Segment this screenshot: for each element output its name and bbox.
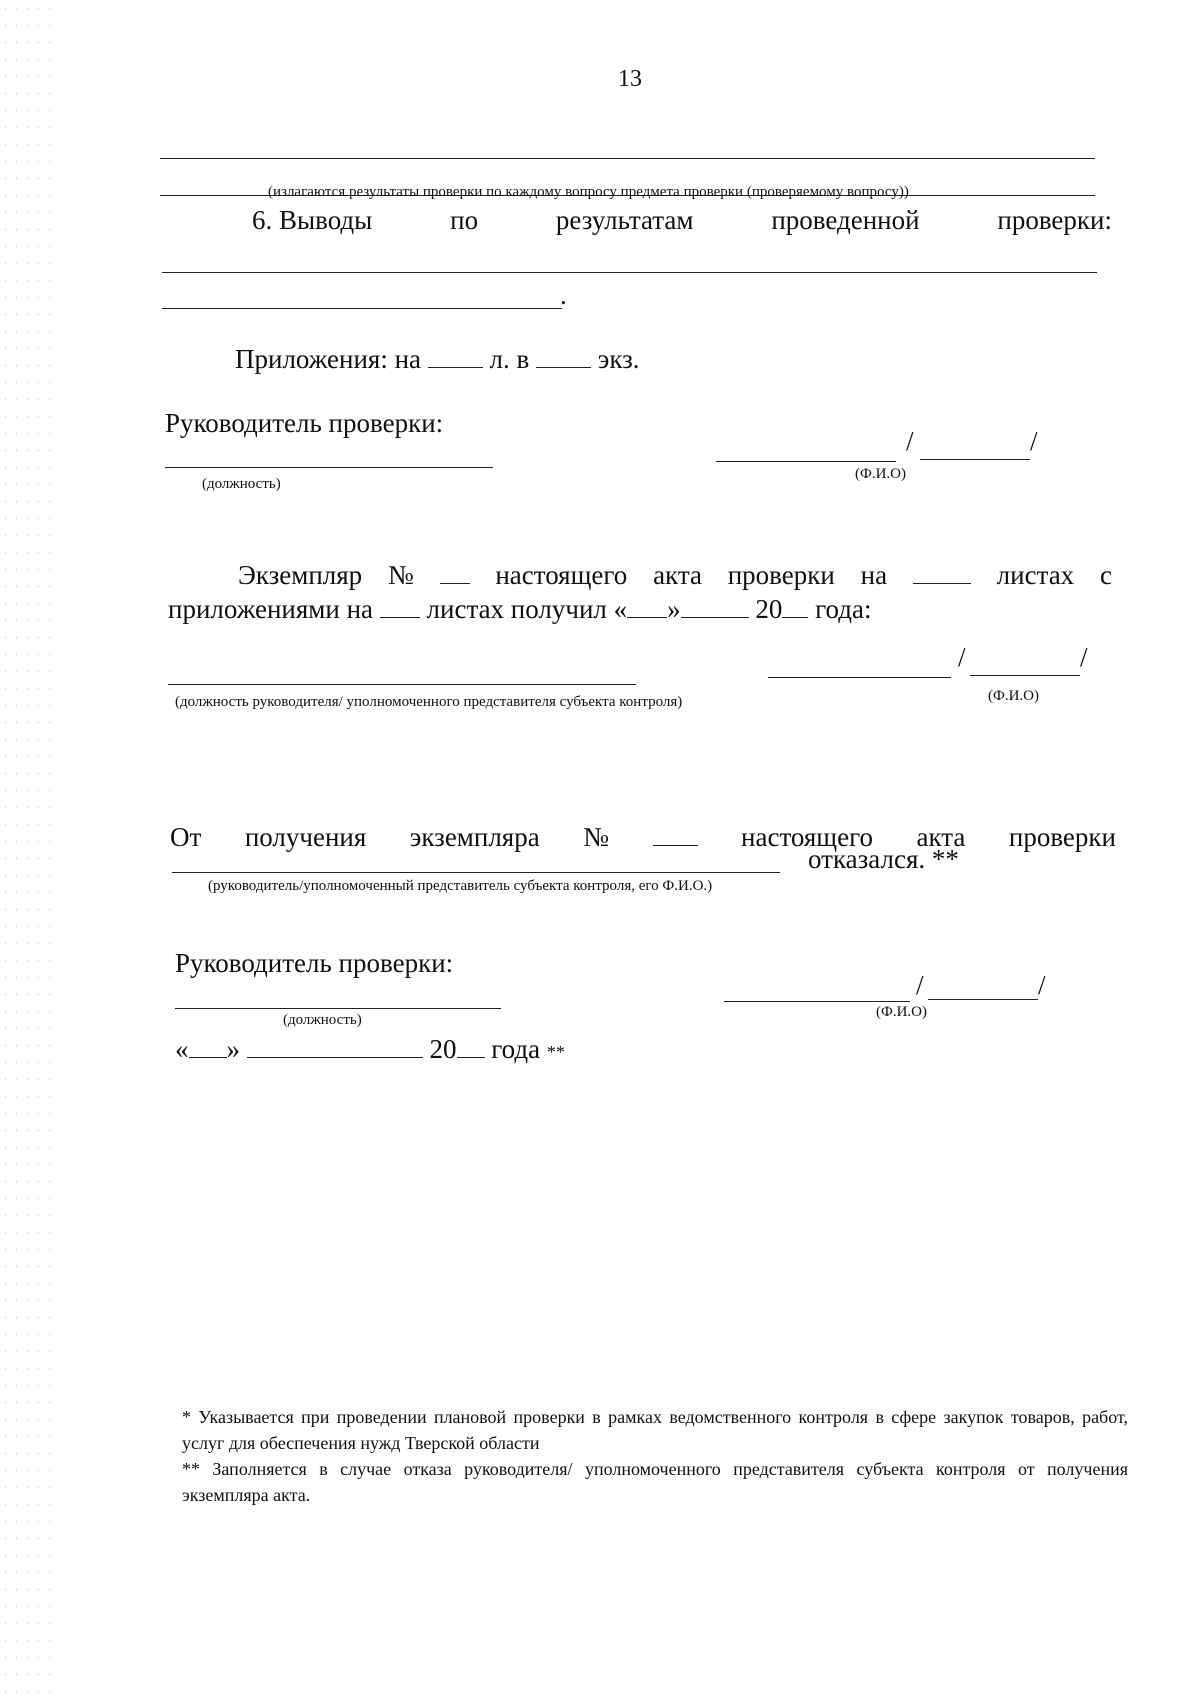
conclusions-heading — [252, 205, 1112, 236]
copy-line2-text: приложениями на — [168, 594, 374, 624]
copy-word: Экземпляр — [238, 560, 363, 590]
copy-line2-text: года: — [815, 594, 872, 624]
scan-noise — [0, 0, 60, 1697]
attachments-prefix: Приложения: на — [235, 344, 422, 374]
footnote-2: ** Заполняется в случае отказа руководителя/ уполномоченного представителя субъекта контроля от получения экземпляра акта. — [182, 1459, 1128, 1505]
date-quote-open: « — [175, 1034, 189, 1064]
conclusions-line-2 — [162, 308, 562, 309]
copy-line2-text: » — [667, 594, 681, 624]
conclusions-line-1 — [162, 272, 1097, 273]
refusal-word: получения — [244, 822, 367, 852]
head1-name-line[interactable] — [920, 459, 1030, 460]
copy-word: проверки — [727, 560, 835, 590]
copy-word: настоящего — [495, 560, 628, 590]
inspection-head-title-2: Руководитель проверки: — [175, 948, 454, 978]
copy-word: на — [860, 560, 888, 590]
recipient-signature-line[interactable] — [768, 677, 951, 678]
recipient-name-line[interactable] — [970, 675, 1080, 676]
head2-day-field[interactable] — [189, 1030, 227, 1058]
copy-line2-text: листах получил « — [426, 594, 628, 624]
attachments-row — [235, 340, 640, 375]
refusal-word: № — [583, 822, 609, 852]
refusal-word: От — [170, 822, 202, 852]
recipient-position-line[interactable] — [168, 684, 636, 685]
copy-word: № — [387, 560, 414, 590]
date-quote-close: » — [226, 1034, 240, 1064]
page-number: 13 — [618, 66, 642, 92]
head2-signature-line[interactable] — [724, 1001, 910, 1002]
inspection-head-title: Руководитель проверки: — [165, 408, 444, 438]
head1-fio-caption: (Ф.И.О) — [855, 466, 907, 482]
conclusions-word: 6. Выводы — [252, 205, 373, 235]
copy-word: листах — [996, 560, 1075, 590]
recipient-position-caption: (должность руководителя/ уполномоченного представителя субъекта контроля) — [175, 694, 683, 710]
footnote-stars: ** — [546, 1042, 565, 1062]
copy-sheets-field[interactable] — [913, 556, 971, 584]
year-prefix: 20 — [429, 1034, 457, 1064]
refusal-word: экземпляра — [409, 822, 540, 852]
head2-month-field[interactable] — [247, 1030, 423, 1058]
head1-signature-line[interactable] — [716, 461, 896, 462]
conclusions-word: результатам — [555, 205, 694, 235]
slash: / — [958, 642, 966, 672]
results-caption: (излагаются результаты проверки по каждому вопросу предмета проверки (проверяемому вопросу)) — [268, 184, 909, 200]
slash: / — [1038, 970, 1046, 1000]
copy-word: акта — [653, 560, 702, 590]
head2-position-caption: (должность) — [283, 1012, 362, 1028]
head2-year-field[interactable] — [457, 1030, 485, 1058]
head2-date-row — [175, 1030, 565, 1065]
copy-received-line-2 — [168, 590, 871, 625]
copy-word: с — [1099, 560, 1112, 590]
refusal-person-line[interactable] — [172, 872, 780, 873]
attachments-copies-field[interactable] — [536, 340, 591, 368]
conclusions-period: . — [560, 280, 567, 310]
head2-name-line[interactable] — [928, 999, 1038, 1000]
conclusions-word: проведенной — [771, 205, 920, 235]
received-year-field[interactable] — [782, 590, 808, 618]
refusal-caption: (руководитель/уполномоченный представитель субъекта контроля, его Ф.И.О.) — [208, 878, 713, 894]
refusal-word: проверки — [1008, 822, 1116, 852]
head2-position-line[interactable] — [175, 1008, 501, 1009]
attachments-mid: л. в — [489, 344, 530, 374]
received-month-field[interactable] — [681, 590, 749, 618]
refusal-copy-number-field[interactable] — [653, 818, 698, 846]
head1-position-caption: (должность) — [202, 476, 281, 492]
slash: / — [906, 426, 914, 456]
conclusions-word: проверки: — [997, 205, 1112, 235]
copy-line2-text: 20 — [755, 594, 783, 624]
attachment-sheets-field[interactable] — [380, 590, 420, 618]
refusal-line-2: отказался. ** — [808, 844, 959, 874]
slash: / — [1080, 642, 1088, 672]
attachments-pages-field[interactable] — [428, 340, 483, 368]
conclusions-word: по — [450, 205, 479, 235]
year-suffix: года — [491, 1034, 541, 1064]
recipient-fio-caption: (Ф.И.О) — [988, 688, 1040, 704]
head1-position-line[interactable] — [165, 467, 493, 468]
footnote-1: * Указывается при проведении плановой проверки в рамках ведомственного контроля в сфере закупок товаров, работ, услуг для обеспечения нужд Тверской области — [182, 1407, 1128, 1453]
slash: / — [916, 970, 924, 1000]
slash: / — [1030, 426, 1038, 456]
received-day-field[interactable] — [627, 590, 667, 618]
refusal-word: акта — [916, 822, 966, 852]
attachments-suffix: экз. — [597, 344, 640, 374]
copy-received-line-1 — [238, 556, 1112, 591]
refusal-word: настоящего — [741, 822, 873, 852]
refusal-line-1 — [170, 818, 1116, 853]
copy-number-field[interactable] — [440, 556, 470, 584]
result-line-1 — [160, 158, 1095, 159]
head2-fio-caption: (Ф.И.О) — [876, 1004, 928, 1020]
